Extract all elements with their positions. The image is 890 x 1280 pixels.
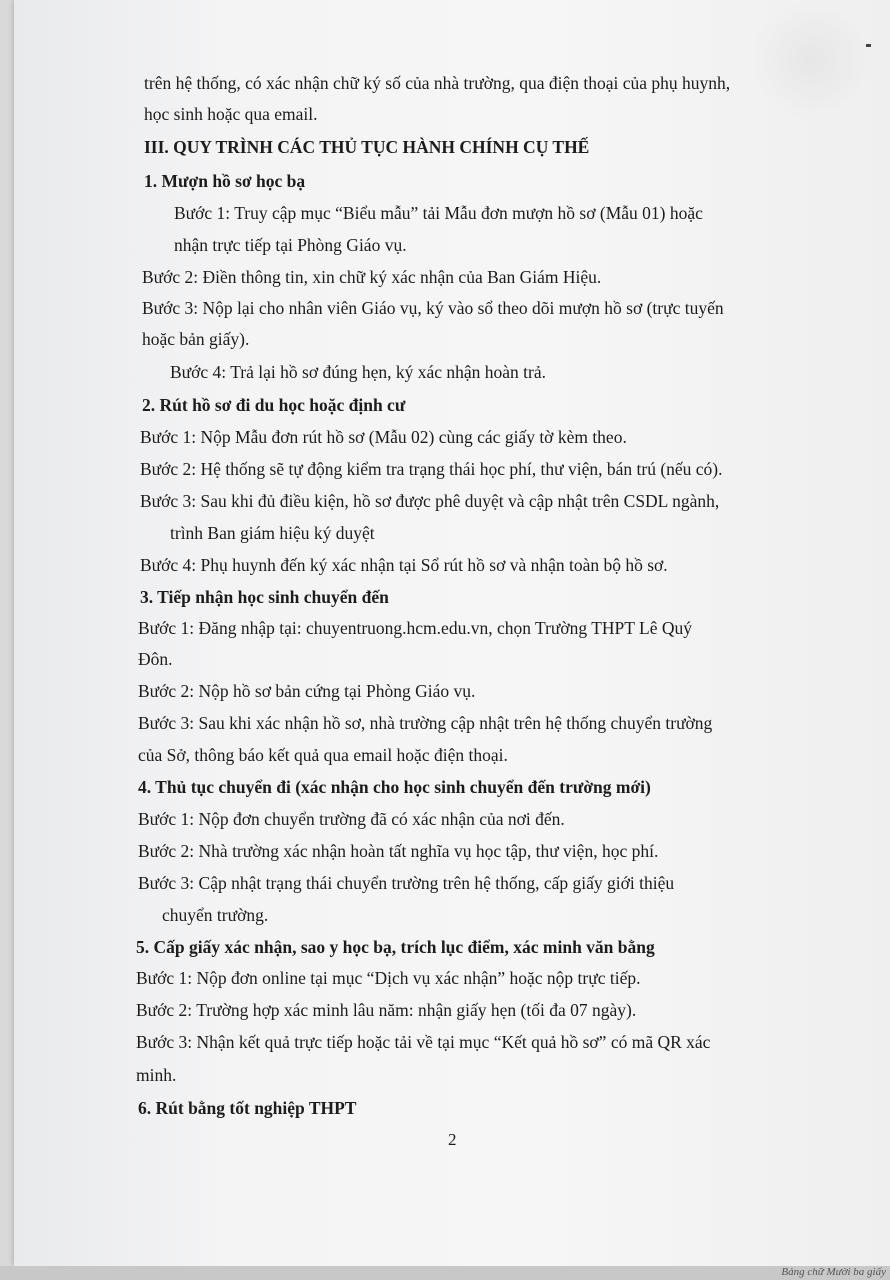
bottom-strip <box>0 1266 890 1280</box>
section-heading-6: 6. Rút bằng tốt nghiệp THPT <box>138 1098 357 1118</box>
section-1-line: hoặc bản giấy). <box>142 329 250 349</box>
section-heading-2: 2. Rút hồ sơ đi du học hoặc định cư <box>142 395 406 415</box>
section-heading-5: 5. Cấp giấy xác nhận, sao y học bạ, trích lục điểm, xác minh văn bằng <box>136 937 655 957</box>
section-2-line: Bước 3: Sau khi đủ điều kiện, hồ sơ được phê duyệt và cập nhật trên CSDL ngành, <box>140 491 720 511</box>
section-1-line: Bước 1: Truy cập mục “Biểu mẫu” tải Mẫu đơn mượn hồ sơ (Mẫu 01) hoặc <box>174 203 703 223</box>
section-3-line: của Sở, thông báo kết quả qua email hoặc điện thoại. <box>138 745 508 765</box>
section-2-line: Bước 4: Phụ huynh đến ký xác nhận tại Sổ rút hồ sơ và nhận toàn bộ hồ sơ. <box>140 555 668 575</box>
section-2-line: Bước 2: Hệ thống sẽ tự động kiểm tra trạng thái học phí, thư viện, bán trú (nếu có). <box>140 459 723 479</box>
section-heading-3: 3. Tiếp nhận học sinh chuyển đến <box>140 587 389 607</box>
intro-line-2: học sinh hoặc qua email. <box>144 104 318 124</box>
section-2-line: Bước 1: Nộp Mẫu đơn rút hồ sơ (Mẫu 02) cùng các giấy tờ kèm theo. <box>140 427 627 447</box>
section-5-line: minh. <box>136 1065 177 1085</box>
section-5-line: Bước 3: Nhận kết quả trực tiếp hoặc tải về tại mục “Kết quả hồ sơ” có mã QR xác <box>136 1032 711 1052</box>
section-2-line: trình Ban giám hiệu ký duyệt <box>170 523 375 543</box>
section-title: III. QUY TRÌNH CÁC THỦ TỤC HÀNH CHÍNH CỤ THẾ <box>144 137 590 157</box>
section-3-line: Bước 2: Nộp hồ sơ bản cứng tại Phòng Giáo vụ. <box>138 681 476 701</box>
page-content <box>14 0 890 1266</box>
section-3-line: Bước 3: Sau khi xác nhận hồ sơ, nhà trường cập nhật trên hệ thống chuyển trường <box>138 713 713 733</box>
section-4-line: Bước 2: Nhà trường xác nhận hoàn tất nghĩa vụ học tập, thư viện, học phí. <box>138 841 659 861</box>
bottom-caption: Bảng chữ Mười ba giấy <box>781 1266 886 1278</box>
section-heading-4: 4. Thủ tục chuyển đi (xác nhận cho học sinh chuyển đến trường mới) <box>138 777 651 797</box>
section-heading-1: 1. Mượn hồ sơ học bạ <box>144 171 306 191</box>
section-4-line: Bước 3: Cập nhật trạng thái chuyển trường trên hệ thống, cấp giấy giới thiệu <box>138 873 675 893</box>
edge-mark <box>866 44 871 47</box>
document-page <box>14 0 890 1266</box>
page-number: 2 <box>448 1130 457 1149</box>
intro-line-1: trên hệ thống, có xác nhận chữ ký số của nhà trường, qua điện thoại của phụ huynh, <box>144 73 731 93</box>
section-5-line: Bước 1: Nộp đơn online tại mục “Dịch vụ xác nhận” hoặc nộp trực tiếp. <box>136 968 641 988</box>
section-1-line: Bước 2: Điền thông tin, xin chữ ký xác nhận của Ban Giám Hiệu. <box>142 267 602 287</box>
section-1-line: Bước 4: Trả lại hồ sơ đúng hẹn, ký xác nhận hoàn trả. <box>170 362 546 382</box>
section-5-line: Bước 2: Trường hợp xác minh lâu năm: nhận giấy hẹn (tối đa 07 ngày). <box>136 1000 637 1020</box>
section-4-line: chuyển trường. <box>162 905 269 925</box>
section-3-line: Bước 1: Đăng nhập tại: chuyentruong.hcm.edu.vn, chọn Trường THPT Lê Quý <box>138 618 692 638</box>
section-1-line: Bước 3: Nộp lại cho nhân viên Giáo vụ, ký vào sổ theo dõi mượn hồ sơ (trực tuyến <box>142 298 724 318</box>
section-1-line: nhận trực tiếp tại Phòng Giáo vụ. <box>174 235 407 255</box>
section-3-line: Đôn. <box>138 649 173 669</box>
section-4-line: Bước 1: Nộp đơn chuyển trường đã có xác nhận của nơi đến. <box>138 809 565 829</box>
